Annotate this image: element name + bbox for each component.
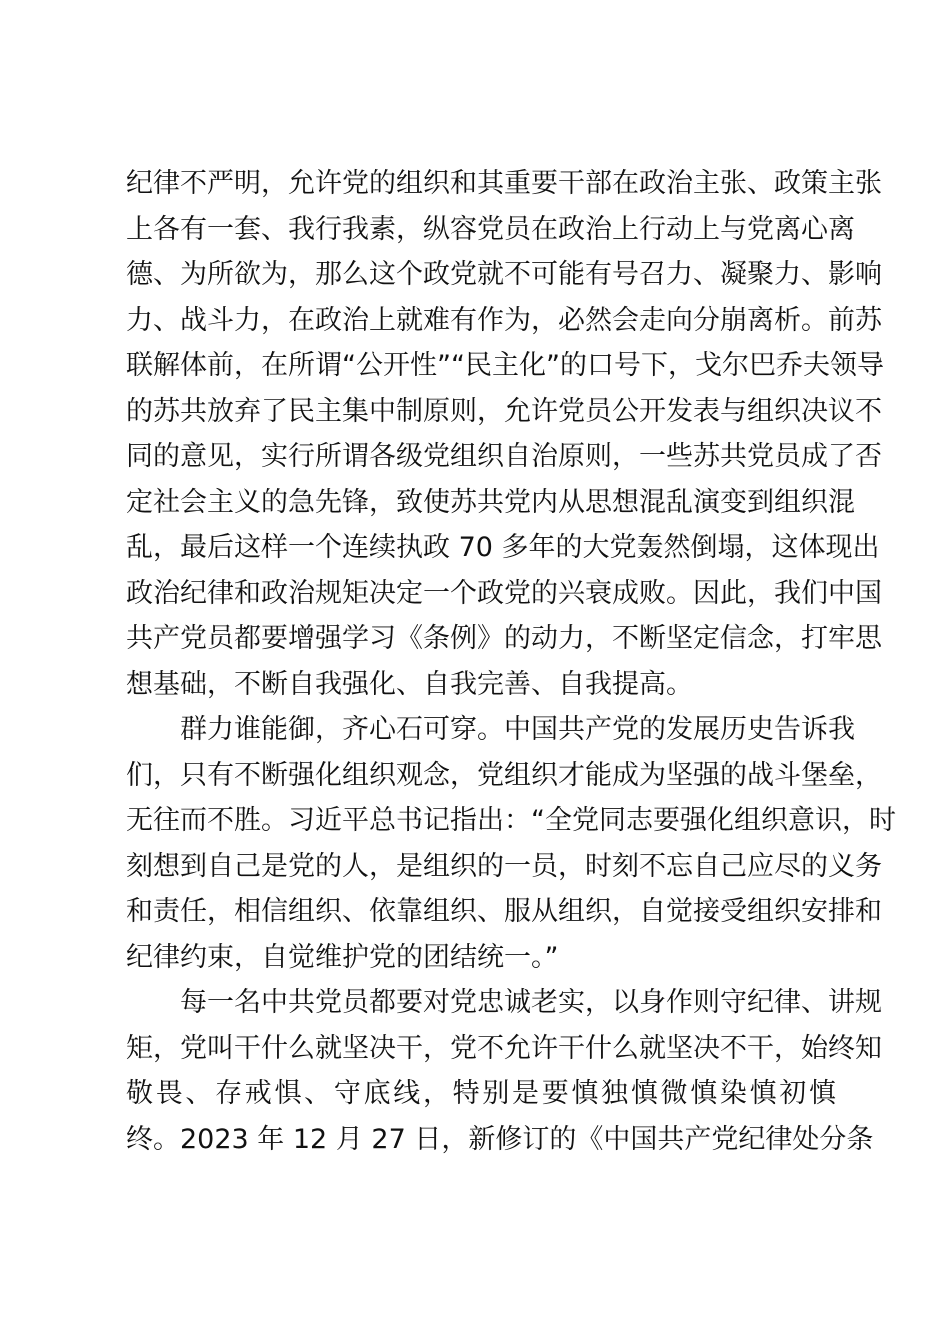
paragraph-line: 想基础，不断自我强化、自我完善、自我提高。 bbox=[126, 668, 693, 700]
paragraph-line: 定社会主义的急先锋，致使苏共党内从思想混乱演变到组织混 bbox=[126, 486, 855, 518]
paragraph-line: 纪律不严明，允许党的组织和其重要干部在政治主张、政策主张 bbox=[126, 168, 882, 199]
paragraph-line: 和责任，相信组织、依靠组织、服从组织，自觉接受组织安排和 bbox=[126, 896, 882, 927]
paragraph-line: 终。2023 年 12 月 27 日，新修订的《中国共产党纪律处分条 bbox=[126, 1123, 874, 1155]
paragraph-line: 政治纪律和政治规矩决定一个政党的兴衰成败。因此，我们中国 bbox=[126, 577, 882, 609]
paragraph-line: 的苏共放弃了民主集中制原则，允许党员公开发表与组织决议不 bbox=[126, 395, 882, 427]
paragraph-line: 上各有一套、我行我素，纵容党员在政治上行动上与党离心离 bbox=[126, 213, 855, 245]
paragraph-line: 联解体前，在所谓“公开性”“民主化”的口号下，戈尔巴乔夫领导 bbox=[126, 350, 884, 381]
paragraph-line: 矩，党叫干什么就坚决干，党不允许干什么就坚决不干，始终知 bbox=[126, 1032, 882, 1064]
document-body bbox=[126, 161, 896, 1162]
paragraph-line: 无往而不胜。习近平总书记指出：“全党同志要强化组织意识，时 bbox=[126, 805, 896, 836]
paragraph-line: 群力谁能御，齐心石可穿。中国共产党的发展历史告诉我 bbox=[180, 714, 855, 745]
paragraph-line: 同的意见，实行所谓各级党组织自治原则，一些苏共党员成了否 bbox=[126, 441, 882, 472]
paragraph-line: 共产党员都要增强学习《条例》的动力，不断坚定信念，打牢思 bbox=[126, 623, 882, 654]
paragraph-line: 刻想到自己是党的人，是组织的一员，时刻不忘自己应尽的义务 bbox=[126, 850, 882, 882]
paragraph-line: 力、战斗力，在政治上就难有作为，必然会走向分崩离析。前苏 bbox=[126, 304, 882, 336]
paragraph-line: 们，只有不断强化组织观念，党组织才能成为坚强的战斗堡垒， bbox=[126, 759, 882, 791]
paragraph-line: 纪律约束，自觉维护党的团结统一。” bbox=[126, 941, 559, 973]
paragraph-line: 乱，最后这样一个连续执政 70 多年的大党轰然倒塌，这体现出 bbox=[126, 532, 880, 563]
paragraph-line: 敬畏、存戒惧、守底线，特别是要慎独慎微慎染慎初慎 bbox=[126, 1078, 836, 1109]
paragraph-line: 每一名中共党员都要对党忠诚老实，以身作则守纪律、讲规 bbox=[180, 987, 882, 1018]
paragraph-line: 德、为所欲为，那么这个政党就不可能有号召力、凝聚力、影响 bbox=[126, 259, 882, 290]
